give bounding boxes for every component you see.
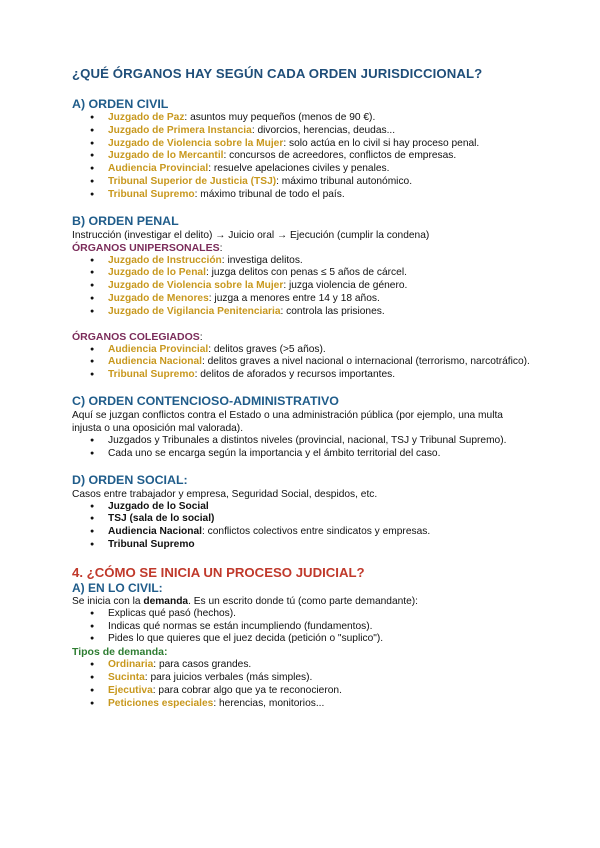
penal-intro: Instrucción (investigar el delito) → Juicio oral → Ejecución (cumplir la condena)	[72, 229, 430, 241]
list-item: ● Juzgado de Violencia sobre la Mujer: juzga violencia de género.	[108, 280, 532, 293]
list-item: ● Juzgado de lo Penal: juzga delitos con penas ≤ 5 años de cárcel.	[108, 267, 532, 280]
section-heading-civil: A) ORDEN CIVIL	[72, 97, 169, 111]
proceso-intro: Se inicia con la demanda. Es un escrito donde tú (como parte demandante):	[72, 595, 419, 607]
list-contencioso	[72, 435, 532, 461]
list-item: ● Audiencia Nacional: delitos graves a nivel nacional o internacional (terrorismo, narcotráfico).	[108, 356, 532, 369]
section-heading-contencioso: C) ORDEN CONTENCIOSO-ADMINISTRATIVO	[72, 393, 339, 408]
list-item: ● Juzgado de Instrucción: investiga delitos.	[108, 255, 532, 268]
list-item: ● Tribunal Supremo	[108, 539, 532, 552]
list-item: ● Explicas qué pasó (hechos).	[108, 608, 532, 621]
document-page	[72, 66, 532, 710]
list-item: ● Ordinaria: para casos grandes.	[108, 659, 532, 672]
list-item: ● Tribunal Superior de Justicia (TSJ): máximo tribunal autonómico.	[108, 176, 532, 189]
list-item: ● Pides lo que quieres que el juez decida (petición o "suplico").	[108, 633, 532, 646]
list-item: ● Ejecutiva: para cobrar algo que ya te reconocieron.	[108, 685, 532, 698]
contencioso-intro: Aquí se juzgan conflictos contra el Estado o una administración pública (por ejemplo, una multa injusta o una oposición mal valorada).	[72, 409, 503, 434]
list-item: ● Audiencia Provincial: resuelve apelaciones civiles y penales.	[108, 163, 532, 176]
list-item: ● Juzgado de lo Mercantil: concursos de acreedores, conflictos de empresas.	[108, 150, 532, 163]
colegiados-heading: ÓRGANOS COLEGIADOS:	[72, 330, 203, 343]
list-social	[72, 501, 532, 552]
section-heading-proceso: 4. ¿CÓMO SE INICIA UN PROCESO JUDICIAL?	[72, 564, 365, 580]
social-intro: Casos entre trabajador y empresa, Seguridad Social, despidos, etc.	[72, 488, 378, 500]
list-civil	[72, 112, 532, 202]
list-item: ● TSJ (sala de lo social)	[108, 513, 532, 526]
unipersonales-heading: ÓRGANOS UNIPERSONALES:	[72, 241, 223, 254]
tipos-heading: Tipos de demanda:	[72, 646, 168, 659]
list-item: ● Juzgados y Tribunales a distintos niveles (provincial, nacional, TSJ y Tribunal Supremo).	[108, 435, 532, 448]
list-item: ● Audiencia Nacional: conflictos colectivos entre sindicatos y empresas.	[108, 526, 532, 539]
list-item: ● Sucinta: para juicios verbales (más simples).	[108, 672, 532, 685]
list-item: ● Juzgado de Vigilancia Penitenciaria: controla las prisiones.	[108, 306, 532, 319]
list-item: ● Juzgado de Menores: juzga a menores entre 14 y 18 años.	[108, 293, 532, 306]
section-heading-social: D) ORDEN SOCIAL:	[72, 472, 188, 487]
list-item: ● Cada uno se encarga según la importancia y el ámbito territorial del caso.	[108, 448, 532, 461]
list-colegiados	[72, 344, 532, 382]
list-tipos	[72, 659, 532, 710]
list-item: ● Tribunal Supremo: máximo tribunal de todo el país.	[108, 189, 532, 202]
list-item: ● Juzgado de Violencia sobre la Mujer: solo actúa en lo civil si hay proceso penal.	[108, 138, 532, 151]
list-item: ● Juzgado de Primera Instancia: divorcios, herencias, deudas...	[108, 125, 532, 138]
list-item: ● Juzgado de Paz: asuntos muy pequeños (menos de 90 €).	[108, 112, 532, 125]
list-unipersonales	[72, 255, 532, 319]
list-item: ● Audiencia Provincial: delitos graves (>5 años).	[108, 344, 532, 357]
list-item: ● Peticiones especiales: herencias, monitorios...	[108, 698, 532, 711]
list-item: ● Juzgado de lo Social	[108, 501, 532, 514]
page-title: ¿QUÉ ÓRGANOS HAY SEGÚN CADA ORDEN JURISDICCIONAL?	[72, 66, 483, 81]
list-item: ● Indicas qué normas se están incumpliendo (fundamentos).	[108, 621, 532, 634]
subheading-civil-proceso: A) EN LO CIVIL:	[72, 580, 163, 595]
section-heading-penal: B) ORDEN PENAL	[72, 213, 179, 228]
list-item: ● Tribunal Supremo: delitos de aforados y recursos importantes.	[108, 369, 532, 382]
list-demanda	[72, 608, 532, 646]
